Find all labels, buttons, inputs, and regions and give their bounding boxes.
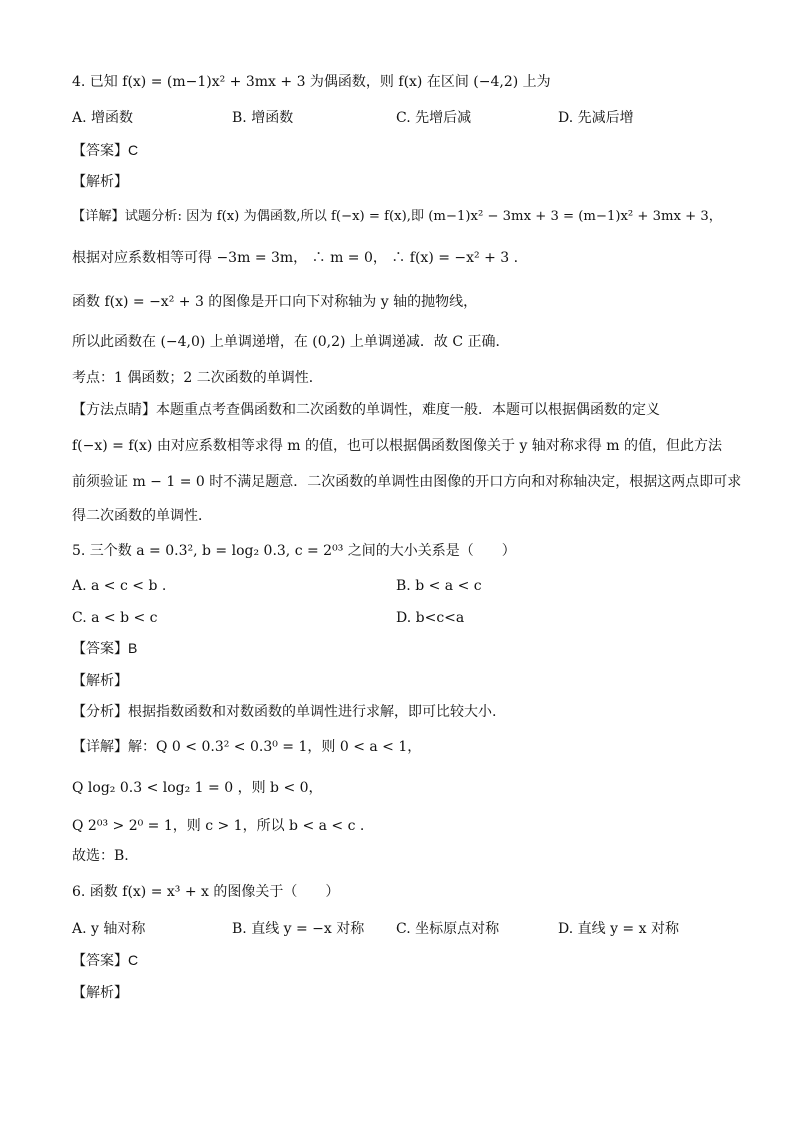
q5-detail-1: 【详解】解：Q 0 < 0.3² < 0.3⁰ = 1，则 0 < a < 1， [72,739,422,755]
q6-option-c: C. 坐标原点对称 [396,921,500,937]
q4-detail-3: 函数 f(x) = −x² + 3 的图像是开口向下对称轴为 y 轴的抛物线， [72,294,478,310]
q4-option-c: C. 先增后减 [396,110,472,126]
q4-kaodian: 考点：1 偶函数；2 二次函数的单调性． [72,370,323,386]
q6-stem: 6. 函数 f(x) = x³ + x 的图像关于（ ） [72,884,340,900]
q4-method-3: 前须验证 m − 1 = 0 时不满足题意．二次函数的单调性由图像的开口方向和对称轴决定，根据这两点即可求 [72,474,742,490]
q5-option-a: A. a < c < b . [72,578,167,594]
q6-option-b: B. 直线 y = −x 对称 [232,921,365,937]
q6-answer: 【答案】C [72,952,139,968]
q5-fenxi: 【分析】根据指数函数和对数函数的单调性进行求解，即可比较大小. [72,704,497,720]
q4-method-2: f(−x) = f(x) 由对应系数相等求得 m 的值，也可以根据偶函数图像关于 y 轴对称求得 m 的值，但此方法 [72,438,722,454]
q5-choose: 故选：B. [72,848,129,864]
q5-option-d: D. b<c<a [396,610,465,626]
q4-detail-2: 根据对应系数相等可得 −3m = 3m， ∴ m = 0， ∴ f(x) = −x² + 3 . [72,250,519,266]
q5-option-b: B. b < a < c [396,578,482,594]
q6-option-a: A. y 轴对称 [72,921,146,937]
q5-answer: 【答案】B [72,640,138,656]
q4-detail-1: 【详解】试题分析: 因为 f(x) 为偶函数,所以 f(−x) = f(x),即 (m−1)x² − 3mx + 3 = (m−1)x² + 3mx + 3， [72,209,722,224]
q4-option-b: B. 增函数 [232,110,294,126]
q4-answer: 【答案】C [72,142,139,158]
q5-analysis-header: 【解析】 [72,672,128,688]
q6-analysis-header: 【解析】 [72,984,128,1000]
q4-option-a: A. 增函数 [72,110,134,126]
q4-detail-4: 所以此函数在 (−4,0) 上单调递增，在 (0,2) 上单调递减．故 C 正确． [72,334,510,350]
q4-method-1: 【方法点睛】本题重点考查偶函数和二次函数的单调性，难度一般．本题可以根据偶函数的定义 [72,402,660,418]
q4-analysis-header: 【解析】 [72,173,128,189]
q5-option-c: C. a < b < c [72,610,158,626]
q5-detail-2: Q log₂ 0.3 < log₂ 1 = 0 ，则 b < 0， [72,780,323,796]
q4-stem: 4. 已知 f(x) = (m−1)x² + 3mx + 3 为偶函数，则 f(x) 在区间 (−4,2) 上为 [72,74,551,90]
q5-stem: 5. 三个数 a = 0.3², b = log₂ 0.3, c = 2⁰³ 之间的大小关系是（ ） [72,543,516,559]
q4-method-4: 得二次函数的单调性． [72,508,212,524]
q5-detail-3: Q 2⁰³ > 2⁰ = 1，则 c > 1，所以 b < a < c . [72,818,365,834]
q4-option-d: D. 先减后增 [558,110,634,126]
q6-option-d: D. 直线 y = x 对称 [558,921,679,937]
